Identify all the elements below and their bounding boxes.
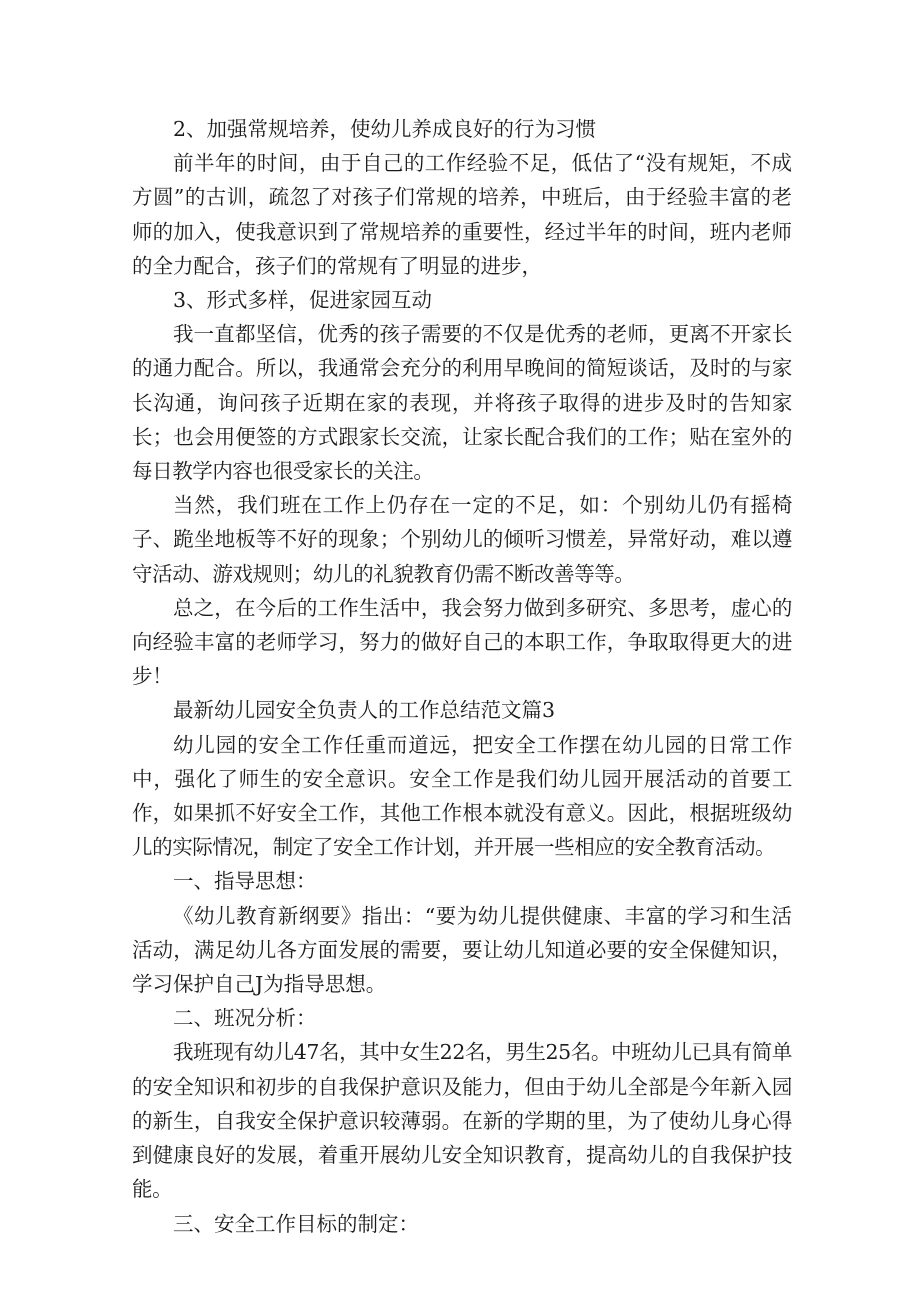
paragraph-parent-cooperation: 我一直都坚信，优秀的孩子需要的不仅是优秀的老师，更离不开家长的通力配合。所以，我通常会充分的利用早晚间的简短谈话，及时的与家长沟通，询问孩子近期在家的表现，并将孩子取得的进步及时的告知家长；也会用便签的方式跟家长交流，让家长配合我们的工作；贴在室外的每日教学内容也很受家长的关注。 — [132, 322, 792, 484]
paragraph-shortcomings: 当然，我们班在工作上仍存在一定的不足，如：个别幼儿仍有摇椅子、跪坐地板等不好的现象；个别幼儿的倾听习惯差，异常好动，难以遵守活动、游戏规则；幼儿的礼貌教育仍需不断改善等等。 — [132, 493, 792, 586]
heading-guiding-thought: 一、指导思想： — [173, 869, 317, 894]
paragraph-conclusion: 总之，在今后的工作生活中，我会努力做到多研究、多思考，虚心的向经验丰富的老师学习，努力的做好自己的本职工作，争取取得更大的进步！ — [132, 595, 792, 689]
heading-class-analysis: 二、班况分析： — [173, 1006, 317, 1031]
paragraph-class-analysis: 我班现有幼儿47名，其中女生22名，男生25名。中班幼儿已具有简单的安全知识和初步的自我保护意识及能力，但由于幼儿全部是今年新入园的新生，自我安全保护意识较薄弱。在新的学期的里，为了使幼儿身心得到健康良好的发展，着重开展幼儿安全知识教育，提高幼儿的自我保护技能。 — [132, 1040, 792, 1202]
paragraph-safety-intro: 幼儿园的安全工作任重而道远，把安全工作摆在幼儿园的日常工作中，强化了师生的安全意识。安全工作是我们幼儿园开展活动的首要工作，如果抓不好安全工作，其他工作根本就没有意义。因此，根据班级幼儿的实际情况，制定了安全工作计划，并开展一些相应的安全教育活动。 — [132, 732, 792, 860]
article-title: 最新幼儿园安全负责人的工作总结范文篇3 — [173, 698, 556, 723]
heading-home-school-interaction: 3、形式多样，促进家园互动 — [173, 288, 433, 313]
paragraph-guiding-thought: 《幼儿教育新纲要》指出：“要为幼儿提供健康、丰富的学习和生活活动，满足幼儿各方面发展的需要，要让幼儿知道必要的安全保健知识，学习保护自己J为指导思想。 — [132, 903, 792, 997]
heading-routine-training: 2、加强常规培养，使幼儿养成良好的行为习惯 — [173, 117, 597, 141]
heading-safety-goals: 三、安全工作目标的制定： — [173, 1211, 419, 1236]
document-body — [132, 112, 792, 1241]
paragraph-routine-training: 前半年的时间，由于自己的工作经验不足，低估了“没有规矩，不成方圆”的古训，疏忽了对孩子们常规的培养，中班后，由于经验丰富的老师的加入，使我意识到了常规培养的重要性，经过半年的时间，班内老师的全力配合，孩子们的常规有了明显的进步， — [132, 151, 792, 278]
